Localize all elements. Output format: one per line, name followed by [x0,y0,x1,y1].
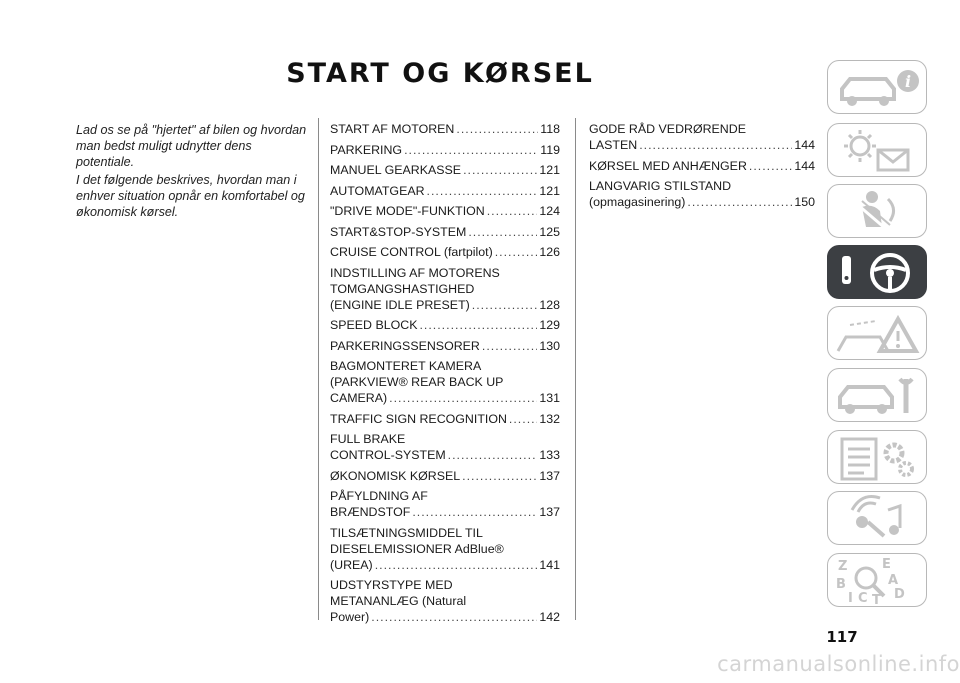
toc-entry-row [330,244,560,260]
toc-leader-dots [462,468,537,484]
toc-entry[interactable] [330,224,560,240]
toc-entry-title: PARKERING [330,142,403,157]
toc-entry-title: (opmagasinering) [589,195,686,209]
toc-entry-row [589,158,815,174]
toc-leader-dots [482,338,537,354]
toc-entry[interactable] [589,178,815,210]
warning-lights-icon [828,124,928,178]
page-number: 117 [826,628,858,646]
toc-entry-title: TRAFFIC SIGN RECOGNITION [330,411,507,426]
toc-entry-row [330,183,560,199]
toc-entry-title: CAMERA) [330,391,388,405]
toc-page-number: 144 [794,158,815,173]
toc-entry[interactable] [330,162,560,178]
toc-page-number: 133 [539,448,560,462]
toc-entry[interactable] [330,431,560,463]
toc-page-number: 129 [539,318,560,332]
toc-entry-row [330,162,560,178]
toc-page-number: 150 [794,195,815,209]
emergency-triangle-icon [828,307,928,361]
index-letter-e: E [882,557,891,572]
toc-page-number: 130 [539,338,560,353]
toc-entry[interactable] [589,121,815,153]
toc-entry-row [589,194,815,210]
toc-page-number: 121 [539,163,560,177]
toc-leader-dots [412,504,537,520]
toc-entry-line: UDSTYRSTYPE MED [330,578,453,592]
toc-entry-title: SPEED BLOCK [330,318,418,332]
toc-leader-dots [375,557,538,573]
toc-entry-title: CRUISE CONTROL (fartpilot) [330,245,493,259]
technical-data-icon [828,431,928,485]
toc-entry-line: DIESELEMISSIONER AdBlue® [330,541,504,556]
toc-entry[interactable] [330,183,560,199]
toc-leader-dots [495,244,538,260]
toc-page-number: 119 [540,142,560,157]
toc-leader-dots [509,411,537,427]
toc-entry[interactable] [330,317,560,333]
toc-leader-dots [639,137,792,153]
toc-entry-row [330,297,560,313]
toc-leader-dots [419,317,537,333]
toc-entry[interactable] [330,265,560,313]
toc-entry-row [330,609,560,625]
tab-technical-data[interactable] [827,430,927,484]
index-letter-b: B [836,577,846,592]
car-maintenance-icon [828,369,928,423]
page-title: START OG KØRSEL [286,58,594,89]
toc-leader-dots [456,121,538,137]
toc-leader-dots [468,224,537,240]
toc-leader-dots [371,609,537,625]
toc-entry[interactable] [589,158,815,174]
toc-leader-dots [687,194,792,210]
index-letters-icon [828,554,928,608]
toc-entry-title: START AF MOTOREN [330,122,455,136]
toc-entry-title: BRÆNDSTOF [330,505,411,519]
toc-leader-dots [389,390,537,406]
multimedia-icon [828,492,928,546]
toc-entry[interactable] [330,142,560,158]
toc-entry-row [330,121,560,137]
toc-leader-dots [448,447,538,463]
toc-entry-title: MANUEL GEARKASSE [330,163,462,177]
toc-entry-row [589,137,815,153]
toc-entry-row [330,557,560,573]
index-letter-z: Z [838,559,848,574]
toc-page-number: 124 [539,204,560,218]
toc-page-number: 137 [539,468,560,483]
toc-leader-dots [463,162,537,178]
toc-entry-row [330,317,560,333]
toc-entry-line: PÅFYLDNING AF [330,489,428,503]
index-letter-d: D [894,587,905,602]
toc-entry-row [330,411,560,427]
tab-maintenance[interactable] [827,368,927,422]
toc-page-number: 131 [539,391,560,405]
intro-paragraph-1: Lad os se på "hjertet" af bilen og hvordan man bedst muligt udnytter dens potentiale. [76,123,307,169]
toc-column-2 [589,121,815,215]
toc-entry-line: (PARKVIEW® REAR BACK UP [330,375,504,389]
toc-page-number: 132 [539,411,560,426]
toc-page-number: 141 [539,557,560,572]
toc-entry[interactable] [330,338,560,354]
toc-entry[interactable] [330,244,560,260]
index-letter-i: I [848,591,853,606]
toc-entry-title: KØRSEL MED ANHÆNGER [589,158,747,173]
toc-entry-row [330,468,560,484]
toc-entry-line: METANANLÆG (Natural [330,594,467,608]
index-letter-t: T [872,593,881,608]
toc-page-number: 144 [794,138,815,152]
column-divider-left [318,118,319,620]
toc-entry-row [330,338,560,354]
toc-entry-title: (ENGINE IDLE PRESET) [330,297,470,312]
toc-entry[interactable] [330,411,560,427]
toc-page-number: 142 [539,610,560,624]
svg-text:i: i [904,72,912,91]
toc-entry-line: BAGMONTERET KAMERA [330,359,482,373]
toc-entry-title: ØKONOMISK KØRSEL [330,468,461,483]
toc-leader-dots [749,158,792,174]
toc-entry[interactable] [330,525,560,573]
toc-entry-line: INDSTILLING AF MOTORENS [330,265,500,280]
tab-index[interactable] [827,553,927,607]
toc-column-1 [330,121,560,630]
intro-text [76,122,308,222]
toc-entry-line: FULL BRAKE [330,432,406,446]
toc-entry-row [330,504,560,520]
tab-safety[interactable] [827,184,927,238]
toc-entry-title: (UREA) [330,557,373,572]
toc-leader-dots [487,203,538,219]
safety-airbag-icon [828,185,928,239]
toc-entry-title: AUTOMATGEAR [330,183,425,198]
tab-car-info[interactable] [827,60,927,114]
toc-entry[interactable] [330,468,560,484]
toc-entry[interactable] [330,358,560,406]
toc-page-number: 128 [539,297,560,312]
toc-entry-line: LANGVARIG STILSTAND [589,179,732,193]
toc-entry[interactable] [330,488,560,520]
toc-entry-line: TILSÆTNINGSMIDDEL TIL [330,525,483,540]
toc-entry[interactable] [330,121,560,137]
tab-emergency[interactable] [827,306,927,360]
toc-entry-row [330,224,560,240]
column-divider-right [575,118,576,620]
toc-entry-row [330,390,560,406]
toc-page-number: 118 [540,122,560,136]
toc-entry-row [330,142,560,158]
toc-leader-dots [472,297,538,313]
toc-leader-dots [404,142,538,158]
toc-entry[interactable] [330,577,560,625]
toc-page-number: 137 [539,505,560,519]
tab-multimedia[interactable] [827,491,927,545]
toc-entry-title: START&STOP-SYSTEM [330,224,467,239]
toc-page-number: 126 [539,245,560,259]
toc-entry-title: PARKERINGSSENSORER [330,338,480,353]
toc-page-number: 121 [539,183,560,198]
intro-paragraph-2: I det følgende beskrives, hvordan man i enhver situation opnår en komfortabel og økonomisk kørsel. [76,173,305,219]
key-steering-wheel-icon [828,246,928,300]
toc-leader-dots [427,183,538,199]
toc-entry-title: LASTEN [589,138,638,152]
toc-entry-row [330,447,560,463]
toc-entry-line: TOMGANGSHASTIGHED [330,281,475,296]
watermark: carmanualsonline.info [717,652,960,676]
toc-entry-title: Power) [330,610,370,624]
toc-entry-title: CONTROL-SYSTEM [330,448,446,462]
car-info-icon [828,61,928,115]
toc-entry[interactable] [330,203,560,219]
toc-entry-row [330,203,560,219]
toc-entry-line: GODE RÅD VEDRØRENDE [589,122,746,136]
index-letter-a: A [888,573,899,588]
tab-start-driving[interactable] [827,245,927,299]
toc-entry-title: "DRIVE MODE"-FUNKTION [330,204,485,218]
tab-warning-lights[interactable] [827,123,927,177]
index-letter-c: C [858,591,868,606]
toc-page-number: 125 [539,224,560,239]
